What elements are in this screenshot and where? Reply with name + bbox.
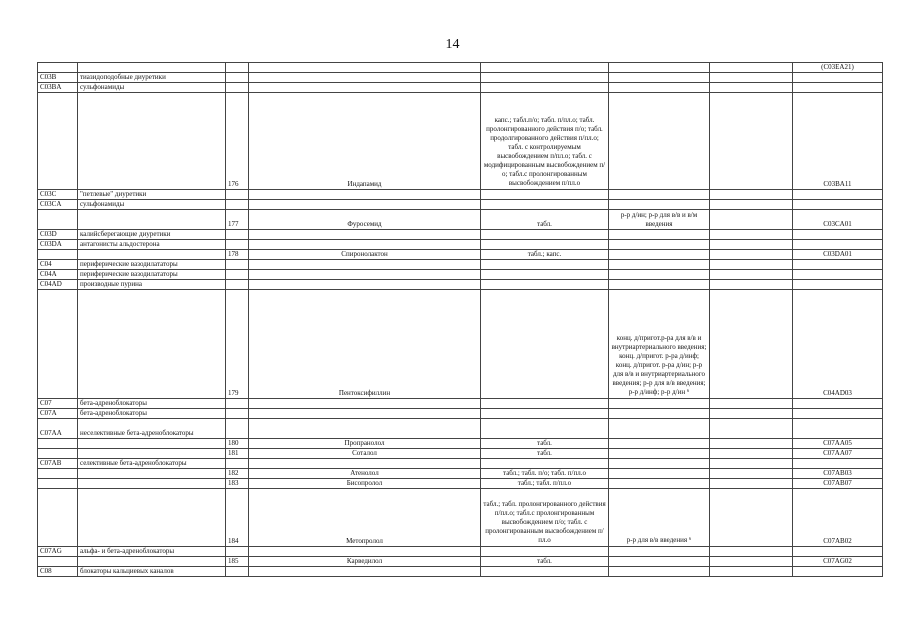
table-row: [38, 240, 883, 250]
table-row: [38, 230, 883, 240]
dosage-form: [481, 547, 609, 557]
atc-code: (C03EA21): [793, 63, 883, 73]
dosage-form-extra: [609, 73, 710, 83]
atc-group-code: C07AG: [38, 547, 78, 557]
drug-name: Метопролол: [249, 489, 481, 547]
drug-name: [249, 567, 481, 577]
drug-table: [37, 62, 883, 577]
group-name: сульфонамиды: [78, 83, 226, 93]
table-row: [38, 83, 883, 93]
atc-code: C07AB03: [793, 469, 883, 479]
dosage-form: [481, 399, 609, 409]
dosage-form: [481, 190, 609, 200]
dosage-form-extra: [609, 240, 710, 250]
atc-code: [793, 547, 883, 557]
empty-cell: [710, 73, 793, 83]
group-name: [78, 63, 226, 73]
atc-code: C03DA01: [793, 250, 883, 260]
row-number: [226, 230, 249, 240]
empty-cell: [710, 240, 793, 250]
table-body: [38, 63, 883, 577]
group-name: бета-адреноблокаторы: [78, 399, 226, 409]
row-number: 181: [226, 449, 249, 459]
dosage-form-extra: [609, 469, 710, 479]
dosage-form-extra: [609, 449, 710, 459]
atc-group-code: [38, 210, 78, 230]
dosage-form: табл.: [481, 210, 609, 230]
row-number: [226, 63, 249, 73]
atc-group-code: C07AA: [38, 419, 78, 439]
group-name: [78, 439, 226, 449]
group-name: периферические вазодилататоры: [78, 260, 226, 270]
atc-code: [793, 409, 883, 419]
empty-cell: [710, 270, 793, 280]
dosage-form: [481, 260, 609, 270]
drug-name: Атенолол: [249, 469, 481, 479]
atc-code: [793, 190, 883, 200]
row-number: [226, 459, 249, 469]
drug-name: [249, 409, 481, 419]
table-row: [38, 190, 883, 200]
table-row: [38, 489, 883, 547]
empty-cell: [710, 459, 793, 469]
row-number: [226, 260, 249, 270]
dosage-form: [481, 63, 609, 73]
page-number: 14: [445, 37, 460, 52]
dosage-form: [481, 73, 609, 83]
empty-cell: [710, 409, 793, 419]
row-number: 179: [226, 290, 249, 399]
dosage-form: [481, 230, 609, 240]
group-name: сульфонамиды: [78, 200, 226, 210]
dosage-form-extra: [609, 459, 710, 469]
dosage-form-extra: р-р д/ин; р-р для в/в и в/м введения: [609, 210, 710, 230]
row-number: [226, 419, 249, 439]
row-number: 177: [226, 210, 249, 230]
table-row: [38, 557, 883, 567]
atc-group-code: [38, 557, 78, 567]
atc-group-code: [38, 479, 78, 489]
drug-name: Пропранолол: [249, 439, 481, 449]
atc-code: C07AB02: [793, 489, 883, 547]
dosage-form: [481, 280, 609, 290]
atc-code: C04AD03: [793, 290, 883, 399]
empty-cell: [710, 419, 793, 439]
dosage-form: табл.; табл. п/о; табл. п/пл.о: [481, 469, 609, 479]
drug-name: [249, 280, 481, 290]
atc-code: [793, 260, 883, 270]
atc-group-code: C07AB: [38, 459, 78, 469]
table-row: [38, 93, 883, 190]
drug-name: [249, 200, 481, 210]
atc-code: C07AG02: [793, 557, 883, 567]
row-number: 178: [226, 250, 249, 260]
dosage-form-extra: [609, 200, 710, 210]
dosage-form: табл.: [481, 449, 609, 459]
group-name: альфа- и бета-адреноблокаторы: [78, 547, 226, 557]
row-number: 183: [226, 479, 249, 489]
dosage-form: табл.; капс.: [481, 250, 609, 260]
empty-cell: [710, 557, 793, 567]
dosage-form: [481, 290, 609, 399]
dosage-form: [481, 459, 609, 469]
drug-name: Пентоксифиллин: [249, 290, 481, 399]
drug-name: Фуросемид: [249, 210, 481, 230]
table-row: [38, 419, 883, 439]
drug-name: [249, 63, 481, 73]
atc-code: [793, 83, 883, 93]
empty-cell: [710, 210, 793, 230]
row-number: [226, 73, 249, 83]
table-row: [38, 73, 883, 83]
group-name: калийсберегающие диуретики: [78, 230, 226, 240]
drug-name: [249, 399, 481, 409]
empty-cell: [710, 489, 793, 547]
atc-code: [793, 240, 883, 250]
table-row: [38, 399, 883, 409]
empty-cell: [710, 567, 793, 577]
atc-group-code: C03CA: [38, 200, 78, 210]
table-row: [38, 250, 883, 260]
atc-group-code: C03B: [38, 73, 78, 83]
atc-group-code: C04A: [38, 270, 78, 280]
atc-group-code: [38, 63, 78, 73]
table-row: [38, 469, 883, 479]
dosage-form-extra: [609, 557, 710, 567]
empty-cell: [710, 547, 793, 557]
atc-group-code: [38, 439, 78, 449]
atc-code: C07AB07: [793, 479, 883, 489]
row-number: 185: [226, 557, 249, 567]
drug-name: [249, 419, 481, 439]
empty-cell: [710, 479, 793, 489]
drug-name: [249, 73, 481, 83]
dosage-form: капс.; табл.п/о; табл. п/пл.о; табл. пролонгированного действия п/о; табл. продолгированного действия п/пл.о; табл. с контролируемым высвобождением п/пл.о; табл. с модифицированным высвобождением п/о; табл.с пролонгированным высвобождением п/пл.о: [481, 93, 609, 190]
atc-group-code: C08: [38, 567, 78, 577]
group-name: [78, 449, 226, 459]
drug-name: Индапамид: [249, 93, 481, 190]
group-name: [78, 250, 226, 260]
table-row: [38, 459, 883, 469]
table-row: [38, 479, 883, 489]
drug-name: Соталол: [249, 449, 481, 459]
drug-name: [249, 547, 481, 557]
table-row: [38, 409, 883, 419]
dosage-form-extra: [609, 270, 710, 280]
table-row: [38, 280, 883, 290]
dosage-form: табл.: [481, 557, 609, 567]
dosage-form-extra: [609, 439, 710, 449]
group-name: [78, 210, 226, 230]
atc-group-code: [38, 449, 78, 459]
drug-name: Бисопролол: [249, 479, 481, 489]
group-name: [78, 489, 226, 547]
table-row: [38, 270, 883, 280]
row-number: [226, 567, 249, 577]
group-name: [78, 93, 226, 190]
empty-cell: [710, 230, 793, 240]
row-number: [226, 399, 249, 409]
empty-cell: [710, 93, 793, 190]
atc-group-code: [38, 469, 78, 479]
dosage-form-extra: [609, 230, 710, 240]
dosage-form: [481, 567, 609, 577]
dosage-form-extra: [609, 409, 710, 419]
atc-code: [793, 567, 883, 577]
atc-code: [793, 73, 883, 83]
dosage-form: табл.: [481, 439, 609, 449]
empty-cell: [710, 190, 793, 200]
table-row: [38, 547, 883, 557]
group-name: бета-адреноблокаторы: [78, 409, 226, 419]
empty-cell: [710, 399, 793, 409]
empty-cell: [710, 83, 793, 93]
table-row: [38, 567, 883, 577]
dosage-form-extra: [609, 190, 710, 200]
dosage-form: [481, 240, 609, 250]
table-row: [38, 210, 883, 230]
table-row: [38, 439, 883, 449]
row-number: 184: [226, 489, 249, 547]
drug-name: Карведилол: [249, 557, 481, 567]
atc-group-code: C07A: [38, 409, 78, 419]
row-number: [226, 190, 249, 200]
dosage-form: [481, 83, 609, 93]
group-name: блокаторы кальциевых каналов: [78, 567, 226, 577]
row-number: [226, 280, 249, 290]
empty-cell: [710, 290, 793, 399]
drug-name: Спиронолактон: [249, 250, 481, 260]
atc-group-code: [38, 489, 78, 547]
row-number: [226, 200, 249, 210]
dosage-form-extra: конц. д/пригот.р-ра для в/в и внутриартериального введения; конц. д/пригот. р-ра д/инф; конц. д/пригот. р-ра д/ин; р-р для в/в и внутриартериального введения; р-р для в/в введения; р-р д/инф; р-р д/ин ⁶: [609, 290, 710, 399]
atc-code: C03BA11: [793, 93, 883, 190]
dosage-form: табл.; табл. пролонгированного действия п/пл.о; табл.с пролонгированным высвобождением п/о; табл. с пролонгированным высвобождением п/пл.о: [481, 489, 609, 547]
dosage-form-extra: р-р для в/в введения ⁶: [609, 489, 710, 547]
atc-group-code: [38, 290, 78, 399]
atc-code: [793, 270, 883, 280]
atc-code: [793, 459, 883, 469]
atc-group-code: [38, 93, 78, 190]
row-number: 176: [226, 93, 249, 190]
row-number: 182: [226, 469, 249, 479]
dosage-form-extra: [609, 399, 710, 409]
group-name: селективные бета-адреноблокаторы: [78, 459, 226, 469]
atc-code: C07AA05: [793, 439, 883, 449]
table-row: [38, 449, 883, 459]
atc-group-code: C03D: [38, 230, 78, 240]
empty-cell: [710, 200, 793, 210]
row-number: [226, 270, 249, 280]
table-row: [38, 63, 883, 73]
table-row: [38, 290, 883, 399]
dosage-form-extra: [609, 83, 710, 93]
dosage-form: табл.; табл. п/пл.о: [481, 479, 609, 489]
atc-group-code: [38, 250, 78, 260]
atc-code: [793, 230, 883, 240]
atc-group-code: C04AD: [38, 280, 78, 290]
dosage-form: [481, 409, 609, 419]
drug-name: [249, 270, 481, 280]
dosage-form-extra: [609, 419, 710, 439]
empty-cell: [710, 260, 793, 270]
row-number: [226, 547, 249, 557]
empty-cell: [710, 250, 793, 260]
atc-code: [793, 399, 883, 409]
group-name: неселективные бета-адреноблокаторы: [78, 419, 226, 439]
row-number: [226, 409, 249, 419]
drug-name: [249, 230, 481, 240]
dosage-form: [481, 200, 609, 210]
group-name: "петлевые" диуретики: [78, 190, 226, 200]
group-name: [78, 557, 226, 567]
dosage-form: [481, 270, 609, 280]
row-number: [226, 83, 249, 93]
atc-group-code: C03C: [38, 190, 78, 200]
group-name: антагонисты альдостерона: [78, 240, 226, 250]
dosage-form-extra: [609, 63, 710, 73]
dosage-form-extra: [609, 567, 710, 577]
dosage-form-extra: [609, 93, 710, 190]
atc-group-code: C07: [38, 399, 78, 409]
dosage-form-extra: [609, 260, 710, 270]
empty-cell: [710, 280, 793, 290]
atc-code: C07AA07: [793, 449, 883, 459]
drug-name: [249, 260, 481, 270]
empty-cell: [710, 469, 793, 479]
row-number: [226, 240, 249, 250]
dosage-form-extra: [609, 479, 710, 489]
atc-code: [793, 200, 883, 210]
table-row: [38, 260, 883, 270]
atc-group-code: C04: [38, 260, 78, 270]
drug-name: [249, 459, 481, 469]
drug-name: [249, 83, 481, 93]
table-row: [38, 200, 883, 210]
dosage-form-extra: [609, 280, 710, 290]
atc-code: C03CA01: [793, 210, 883, 230]
group-name: периферические вазодилататоры: [78, 270, 226, 280]
atc-code: [793, 280, 883, 290]
row-number: 180: [226, 439, 249, 449]
group-name: [78, 290, 226, 399]
atc-group-code: C03DA: [38, 240, 78, 250]
empty-cell: [710, 439, 793, 449]
dosage-form-extra: [609, 547, 710, 557]
atc-group-code: C03BA: [38, 83, 78, 93]
group-name: [78, 479, 226, 489]
empty-cell: [710, 449, 793, 459]
dosage-form-extra: [609, 250, 710, 260]
group-name: производные пурина: [78, 280, 226, 290]
atc-code: [793, 419, 883, 439]
dosage-form: [481, 419, 609, 439]
drug-name: [249, 190, 481, 200]
group-name: тиазидоподобные диуретики: [78, 73, 226, 83]
drug-name: [249, 240, 481, 250]
empty-cell: [710, 63, 793, 73]
group-name: [78, 469, 226, 479]
